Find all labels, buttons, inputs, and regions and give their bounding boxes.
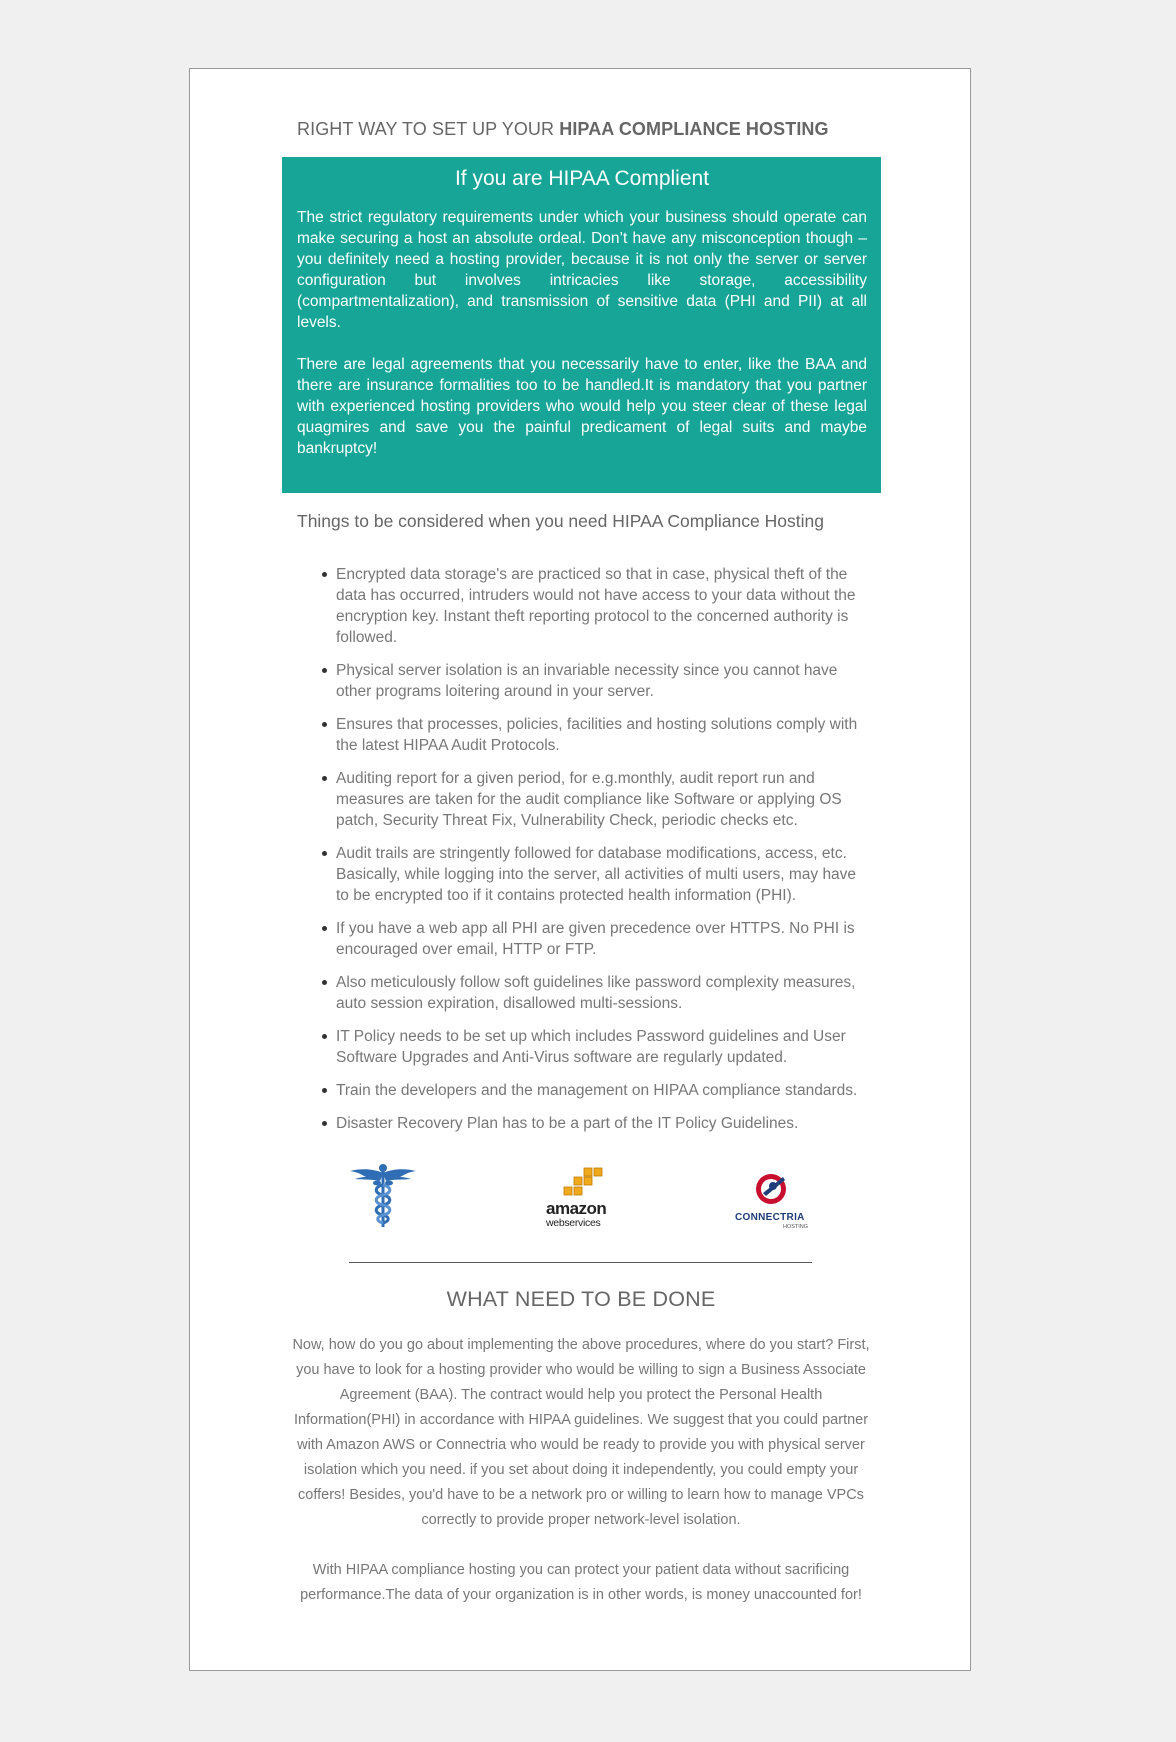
bullet-icon	[322, 926, 327, 931]
considerations-list	[322, 564, 862, 1146]
caduceus-logo	[348, 1159, 418, 1231]
page-heading-emphasis: HIPAA COMPLIANCE HOSTING	[559, 119, 829, 139]
section-divider	[349, 1262, 812, 1263]
list-item-text: IT Policy needs to be set up which includes Password guidelines and User Software Upgrades and Anti-Virus software are regularly updated.	[336, 1028, 846, 1066]
connectria-globe-icon	[749, 1169, 793, 1209]
list-item	[322, 660, 862, 702]
bullet-icon	[322, 1121, 327, 1126]
what-needs-paragraph: With HIPAA compliance hosting you can protect your patient data without sacrificing performance.The data of your organization is in other words, is money unaccounted for!	[300, 1562, 862, 1603]
list-item-text: Encrypted data storage's are practiced so that in case, physical theft of the data has occurred, intruders would not have access to your data without the encryption key. Instant theft reporting protocol to the concerned authority is followed.	[336, 566, 856, 646]
aws-cubes-icon	[554, 1167, 614, 1199]
bullet-icon	[322, 668, 327, 673]
page-heading-prefix: RIGHT WAY TO SET UP YOUR	[297, 119, 560, 139]
list-item	[322, 1113, 862, 1134]
intro-box-title: If you are HIPAA Complient	[454, 167, 710, 190]
aws-subtitle: webservices	[546, 1217, 601, 1229]
list-item	[322, 1026, 862, 1068]
aws-logo	[546, 1167, 618, 1229]
bullet-icon	[322, 572, 327, 577]
bullet-icon	[322, 1034, 327, 1039]
intro-paragraph: The strict regulatory requirements under which your business should operate can make securing a host an absolute ordeal. Don’t have any misconception though – you definitely need a hosting provider, because it is not only the server or server configuration but involves intricacies like storage, accessibility (compartmentalization), and transmission of sensitive data (PHI and PII) at all levels.	[297, 209, 867, 331]
list-item-text: Ensures that processes, policies, facilities and hosting solutions comply with the latest HIPAA Audit Protocols.	[336, 716, 858, 754]
bullet-icon	[322, 776, 327, 781]
connectria-logo	[735, 1169, 815, 1230]
list-item	[322, 918, 862, 960]
partner-logos	[310, 1159, 850, 1239]
list-item-text: Audit trails are stringently followed for database modifications, access, etc. Basically, while logging into the server, all activities of multi users, may have to be encrypted too if it contains protected health information (PHI).	[336, 845, 857, 904]
what-needs-body	[290, 1333, 872, 1608]
list-item	[322, 714, 862, 756]
list-item-text: Also meticulously follow soft guidelines like password complexity measures, auto session expiration, disallowed multi-sessions.	[336, 974, 856, 1012]
bullet-icon	[322, 851, 327, 856]
connectria-subtitle: HOSTING	[783, 1224, 809, 1230]
connectria-wordmark: CONNECTRIA	[735, 1212, 805, 1223]
what-needs-paragraph: Now, how do you go about implementing the above procedures, where do you start? First, you have to look for a hosting provider who would be willing to sign a Business Associate Agreement (BAA). The contract would help you protect the Personal Health Information(PHI) in accordance with HIPAA guidelines. We suggest that you could partner with Amazon AWS or Connectria who would be ready to provide you with physical server isolation which you need. if you set about doing it independently, you could empty your coffers! Besides, you'd have to be a network pro or willing to learn how to manage VPCs correctly to provide proper network-level isolation.	[292, 1337, 870, 1528]
list-item-text: Auditing report for a given period, for e.g.monthly, audit report run and measures are taken for the audit compliance like Software or applying OS patch, Security Threat Fix, Vulnerability Check, periodic checks etc.	[336, 770, 842, 829]
list-item	[322, 972, 862, 1014]
bullet-icon	[322, 1088, 327, 1093]
list-item-text: Disaster Recovery Plan has to be a part of the IT Policy Guidelines.	[336, 1115, 799, 1132]
list-item	[322, 843, 862, 906]
aws-wordmark: amazon	[546, 1199, 607, 1218]
intro-paragraph: There are legal agreements that you necessarily have to enter, like the BAA and there are insurance formalities too to be handled.It is mandatory that you partner with experienced hosting providers who would help you steer clear of these legal quagmires and save you the painful predicament of legal suits and maybe bankruptcy!	[297, 356, 867, 457]
intro-box	[282, 157, 881, 493]
content-card	[189, 68, 971, 1671]
bullet-icon	[322, 722, 327, 727]
list-item-text: Train the developers and the management on HIPAA compliance standards.	[336, 1082, 858, 1099]
list-item-text: Physical server isolation is an invariable necessity since you cannot have other programs loitering around in your server.	[336, 662, 838, 700]
considerations-title: Things to be considered when you need HIPAA Compliance Hosting	[297, 511, 824, 531]
what-needs-title: WHAT NEED TO BE DONE	[446, 1287, 716, 1311]
list-item	[322, 768, 862, 831]
bullet-icon	[322, 980, 327, 985]
list-item	[322, 564, 862, 648]
list-item-text: If you have a web app all PHI are given precedence over HTTPS. No PHI is encouraged over email, HTTP or FTP.	[336, 920, 855, 958]
list-item	[322, 1080, 862, 1101]
caduceus-icon	[348, 1159, 418, 1231]
page-heading	[297, 119, 829, 140]
